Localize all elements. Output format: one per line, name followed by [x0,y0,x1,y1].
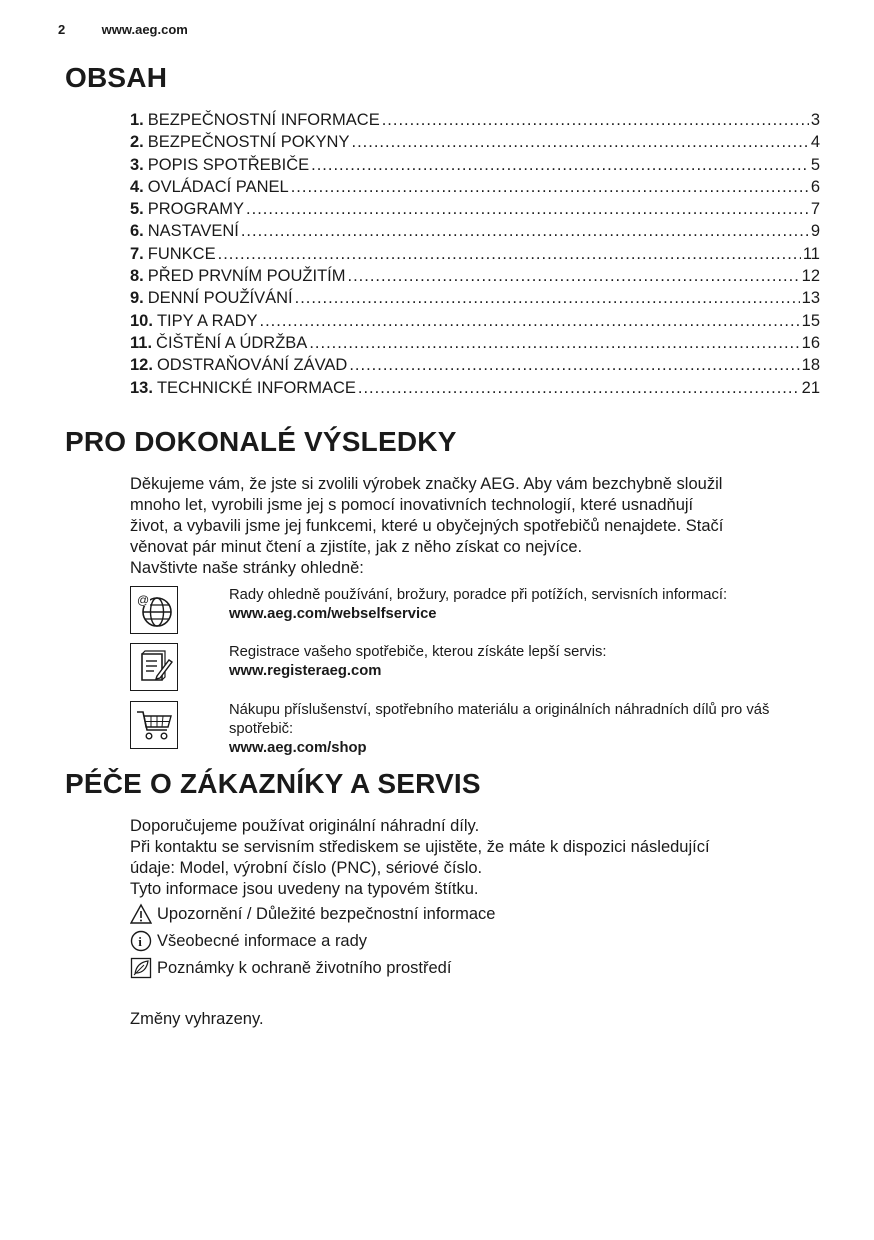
globe-web-icon [130,586,178,634]
toc-dot-leader [382,111,809,130]
toc-entry-page: 18 [801,356,820,375]
toc-entry-page: 16 [801,333,820,352]
intro-line: život, a vybavili jsme jej funkcemi, které u obyčejných spotřebičů nenajdete. Stačí [130,517,724,535]
link-row-shop [130,701,820,758]
page-number: 2 [58,22,66,37]
toc-entry[interactable] [130,222,820,244]
shopping-cart-icon [130,701,178,749]
toc-entry-number: 8. [130,267,144,286]
results-intro [130,474,820,579]
toc-entry-label: ČIŠTĚNÍ A ÚDRŽBA [156,333,308,352]
toc-entry-label: DENNÍ POUŽÍVÁNÍ [147,289,293,308]
toc-entry[interactable] [130,200,820,222]
legend-text: Všeobecné informace a rady [157,931,368,950]
intro-line: mnoho let, vyrobili jsme jej s pomocí inovativních technologií, které usnadňují [130,496,694,514]
toc-entry[interactable] [130,133,820,155]
legend-info [130,930,367,952]
toc-entry-label: FUNKCE [147,244,216,263]
toc-entry-label: TECHNICKÉ INFORMACE [156,378,356,397]
webselfservice-link[interactable]: www.aeg.com/webselfservice [229,606,437,622]
toc-dot-leader [260,312,800,331]
link-description: Rady ohledně používání, brožury, poradce při potížích, servisních informací: [229,587,728,603]
toc-entry[interactable] [130,267,820,289]
toc-entry-page: 4 [810,133,820,152]
service-title: PÉČE O ZÁKAZNÍKY A SERVIS [65,768,481,799]
service-line: Tyto informace jsou uvedeny na typovém štítku. [130,880,479,898]
toc-entry-number: 11. [130,333,153,352]
toc-entry-number: 12. [130,356,153,375]
toc-entry-number: 5. [130,200,144,219]
toc-entry-number: 6. [130,222,144,241]
legend-text: Poznámky k ochraně životního prostředí [157,958,452,977]
warning-triangle-icon [130,903,152,925]
toc-entry-label: PŘED PRVNÍM POUŽITÍM [147,267,346,286]
toc-dot-leader [349,356,799,375]
shop-link[interactable]: www.aeg.com/shop [229,740,367,756]
toc-entry[interactable] [130,156,820,178]
toc-entry[interactable] [130,379,820,401]
legend-warning [130,903,495,925]
environment-leaf-icon [130,957,152,979]
page-header [58,22,188,37]
results-title: PRO DOKONALÉ VÝSLEDKY [65,426,457,457]
toc-dot-leader [295,289,800,308]
toc-entry-label: OVLÁDACÍ PANEL [147,177,289,196]
toc-entry-page: 9 [810,222,820,241]
svg-text:@: @ [137,593,150,607]
toc-entry-number: 2. [130,133,144,152]
toc-dot-leader [291,178,809,197]
toc-dot-leader [347,267,799,286]
link-description: Nákupu příslušenství, spotřebního materiálu a originálních náhradních dílů pro váš spotřebič: [229,702,770,737]
toc-entry-page: 11 [802,244,820,263]
info-circle-icon [130,930,152,952]
toc-entry-number: 1. [130,111,144,129]
toc-dot-leader [218,245,801,264]
toc-entry-page: 3 [810,111,820,129]
svg-text:i: i [138,934,142,949]
toc-entry[interactable] [130,245,820,267]
service-text [130,816,820,900]
toc-entry-number: 10. [130,311,153,330]
toc-entry-page: 12 [801,267,820,286]
toc-entry-number: 9. [130,289,144,308]
toc-entry-label: TIPY A RADY [156,311,258,330]
toc-entry-number: 4. [130,177,144,196]
toc-entry-page: 5 [810,155,820,174]
toc-entry[interactable] [130,178,820,200]
toc-entry-number: 13. [130,378,153,397]
toc-dot-leader [358,379,800,398]
toc-dot-leader [351,133,808,152]
link-description: Registrace vašeho spotřebiče, kterou získáte lepší servis: [229,644,607,660]
toc-title: OBSAH [65,62,168,93]
intro-line: Děkujeme vám, že jste si zvolili výrobek značky AEG. Aby vám bezchybně sloužil [130,475,723,493]
toc-dot-leader [309,334,799,353]
toc-entry-page: 6 [810,177,820,196]
service-line: údaje: Model, výrobní číslo (PNC), sériové číslo. [130,859,483,877]
toc-dot-leader [246,200,809,219]
website-link[interactable]: www.aeg.com [101,22,188,37]
toc-entry[interactable] [130,334,820,356]
toc-entry-label: ODSTRAŇOVÁNÍ ZÁVAD [156,356,348,375]
toc-entry[interactable] [130,111,820,133]
toc-entry-number: 7. [130,244,144,263]
toc-entry-label: PROGRAMY [147,200,245,219]
toc-entry-label: BEZPEČNOSTNÍ INFORMACE [147,111,380,129]
toc-entry-page: 21 [801,378,820,397]
link-row-register [130,643,820,691]
toc-entry-page: 7 [810,200,820,219]
toc-dot-leader [311,156,809,175]
toc-entry[interactable] [130,289,820,311]
table-of-contents [130,111,820,401]
link-row-webselfservice [130,586,820,634]
intro-line: věnovat pár minut čtení a zjistíte, jak z něho získat co nejvíce. [130,538,583,556]
changes-note: Změny vyhrazeny. [130,1010,264,1028]
register-link[interactable]: www.registeraeg.com [229,663,382,679]
toc-entry[interactable] [130,312,820,334]
intro-line: Navštivte naše stránky ohledně: [130,559,364,577]
toc-entry-page: 13 [801,289,820,308]
toc-entry-label: POPIS SPOTŘEBIČE [147,155,310,174]
legend-environment [130,957,451,979]
toc-dot-leader [241,222,809,241]
toc-entry[interactable] [130,356,820,378]
registration-form-icon [130,643,178,691]
service-line: Doporučujeme používat originální náhradní díly. [130,817,480,835]
toc-entry-number: 3. [130,155,144,174]
toc-entry-label: BEZPEČNOSTNÍ POKYNY [147,133,350,152]
toc-entry-label: NASTAVENÍ [147,222,239,241]
service-line: Při kontaktu se servisním střediskem se ujistěte, že máte k dispozici následující [130,838,710,856]
toc-entry-page: 15 [801,311,820,330]
legend-text: Upozornění / Důležité bezpečnostní informace [157,904,496,923]
